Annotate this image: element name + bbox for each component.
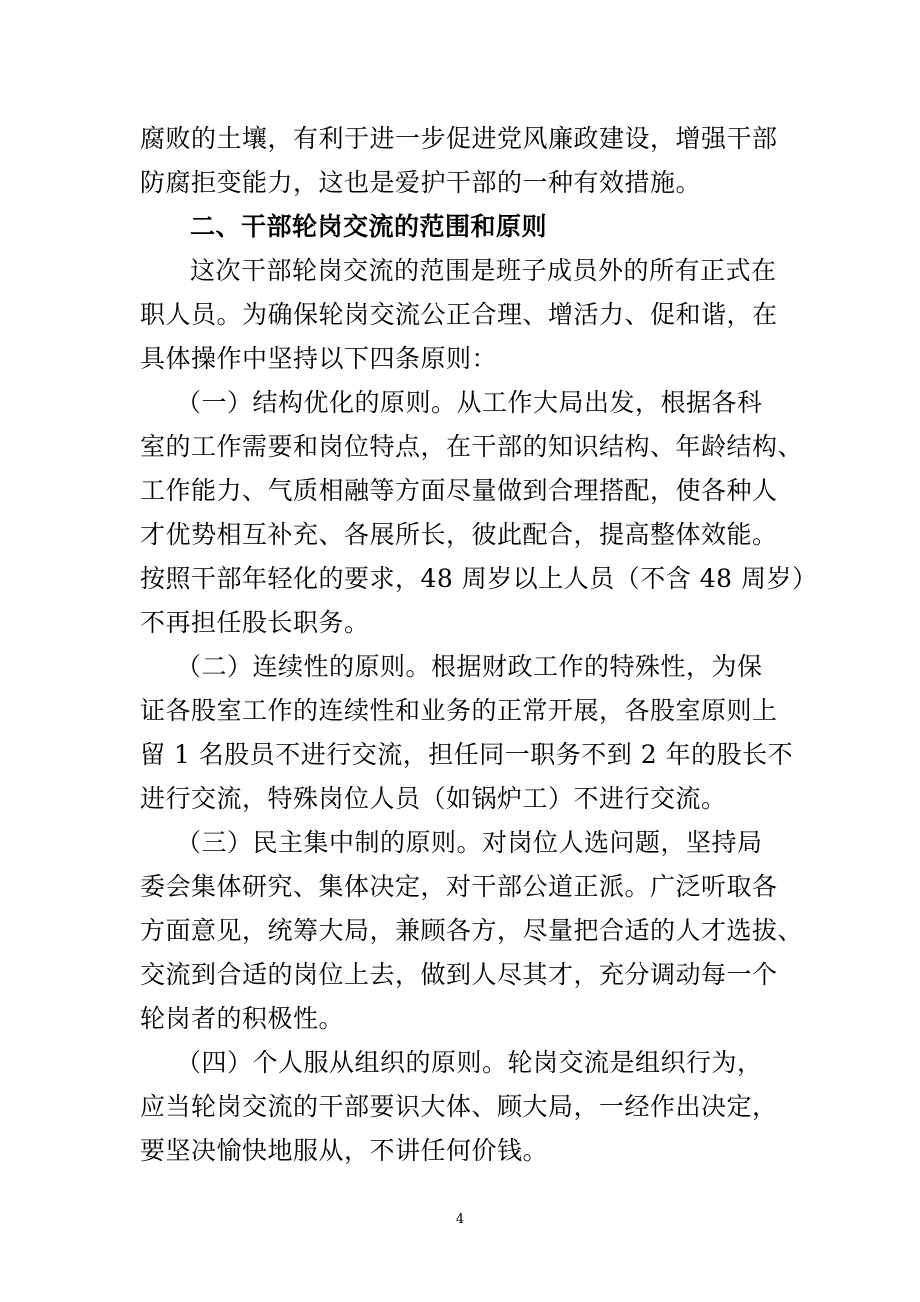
text-line: 进行交流，特殊岗位人员（如锅炉工）不进行交流。 [140, 784, 727, 813]
text-line: 工作能力、气质相融等方面尽量做到合理搭配，使各种人 [140, 476, 778, 505]
page-number: 4 [455, 1212, 465, 1227]
text-line: 职人员。为确保轮岗交流公正合理、增活力、促和谐，在 [140, 300, 778, 329]
text-line: 防腐拒变能力，这也是爱护干部的一种有效措施。 [140, 168, 702, 197]
text-line: （二）连续性的原则。根据财政工作的特殊性，为保 [176, 652, 763, 681]
text-line: 证各股室工作的连续性和业务的正常开展，各股室原则上 [140, 696, 778, 725]
text-line: 要坚决愉快地服从，不讲任何价钱。 [140, 1136, 549, 1165]
text-line: 室的工作需要和岗位特点，在干部的知识结构、年龄结构、 [140, 432, 804, 461]
text-line: （四）个人服从组织的原则。轮岗交流是组织行为， [176, 1048, 763, 1077]
text-line: 交流到合适的岗位上去，做到人尽其才，充分调动每一个 [140, 960, 778, 989]
text-line: 轮岗者的积极性。 [140, 1004, 345, 1033]
text-line: 应当轮岗交流的干部要识大体、顾大局，一经作出决定， [140, 1092, 778, 1121]
text-line: 具体操作中坚持以下四条原则： [140, 344, 498, 373]
text-line: 方面意见，统筹大局，兼顾各方，尽量把合适的人才选拔、 [140, 916, 804, 945]
text-line: 按照干部年轻化的要求，48 周岁以上人员（不含 48 周岁） [140, 564, 818, 593]
text-line: （一）结构优化的原则。从工作大局出发，根据各科 [176, 388, 763, 417]
section-heading: 二、干部轮岗交流的范围和原则 [190, 212, 548, 241]
text-line: 委会集体研究、集体决定，对干部公道正派。广泛听取各 [140, 872, 778, 901]
text-line: 这次干部轮岗交流的范围是班子成员外的所有正式在 [190, 256, 777, 285]
text-line: 留 1 名股员不进行交流，担任同一职务不到 2 年的股长不 [140, 740, 794, 769]
text-line: 腐败的土壤，有利于进一步促进党风廉政建设，增强干部 [140, 124, 778, 153]
text-line: （三）民主集中制的原则。对岗位人选问题，坚持局 [176, 828, 763, 857]
text-line: 不再担任股长职务。 [140, 608, 370, 637]
text-line: 才优势相互补充、各展所长，彼此配合，提高整体效能。 [140, 520, 778, 549]
